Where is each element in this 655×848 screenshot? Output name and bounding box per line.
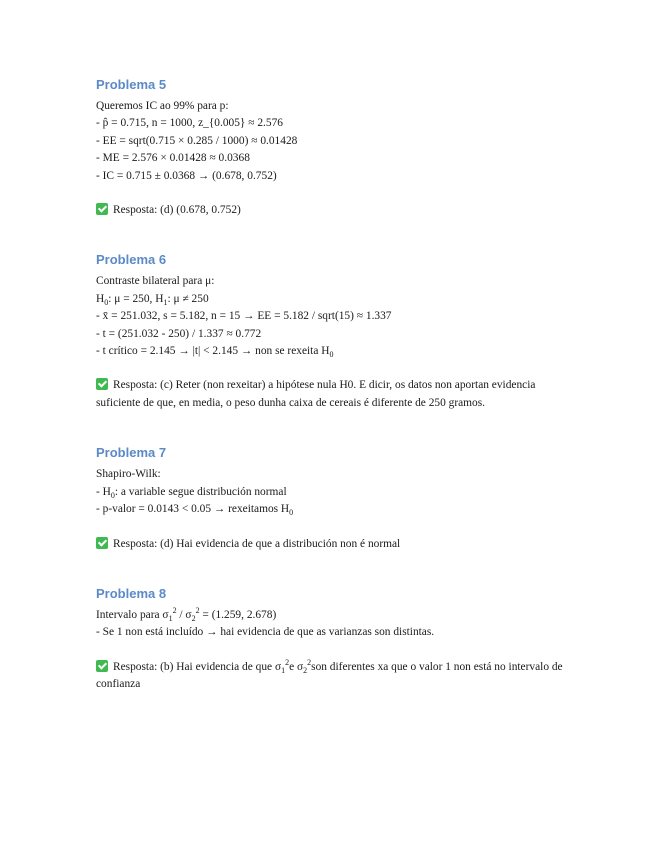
answer-line: [96, 377, 566, 412]
answer-line: Resposta: (b) Hai evidencia de que $\sigma_1^2e$ $\sigma_2^2son$ diferentes xa que o valor 1 non está no intervalo de confianza: [96, 657, 563, 691]
problem-line: - IC = 0.715 ± 0.0368 → (0.678, 0.752): [96, 169, 277, 182]
problem-6: [96, 251, 566, 412]
problem-line: Shapiro-Wilk:: [96, 468, 161, 481]
problem-line: - p-valor = 0.0143 < 0.05 → rexeitamos $H_0$: [96, 503, 294, 518]
problem-8: [96, 585, 566, 694]
problem-title: Problema 5: [96, 77, 167, 92]
problem-line: - Se 1 non está incluído → hai evidencia de que as varianzas son distintas.: [96, 626, 435, 639]
problem-line: Queremos IC ao 99% para p:: [96, 100, 229, 112]
problem-line: - EE = sqrt(0.715 × 0.285 / 1000) ≈ 0.01428: [96, 134, 298, 147]
document-page: [96, 76, 566, 694]
check-icon: [96, 537, 108, 549]
problem-title: Problema 7: [96, 445, 167, 461]
answer-line: [96, 202, 566, 219]
problem-line: Intervalo para $\sigma_1^2 / \sigma_2^2 = (1.259$, 2.678): [96, 605, 277, 623]
problem-line: - t crítico = 2.145 → |t| < 2.145 → non se rexeita $H_0$: [96, 345, 334, 360]
answer-text: Resposta: (d) Hai evidencia de que a distribución non é normal: [113, 537, 401, 550]
check-icon: [96, 660, 108, 672]
problem-7: [96, 444, 566, 553]
problem-line: - ME = 2.576 × 0.01428 ≈ 0.0368: [96, 152, 250, 165]
problem-line: - $H_0$: a variable segue distribución normal: [96, 485, 287, 500]
hypotheses-line: $H_0$: μ = 250, $H_1$: μ ≠ 250: [96, 292, 209, 307]
problem-title: Problema 8: [96, 585, 167, 601]
check-icon: [96, 378, 108, 390]
problem-line: Contraste bilateral para μ:: [96, 275, 215, 288]
problem-title: Problema 6: [96, 252, 167, 268]
answer-text: Resposta: (c) Reter (non rexeitar) a hipótese nula H0. E dicir, os datos non aportan evidencia suficiente de que, en media, o peso dunha caixa de cereais é diferente de 250 gramos.: [96, 379, 536, 409]
check-icon: [96, 203, 108, 215]
problem-line: - t = (251.032 - 250) / 1.337 ≈ 0.772: [96, 327, 262, 340]
problem-5: [96, 76, 566, 219]
answer-text: Resposta: (d) (0.678, 0.752): [113, 204, 241, 217]
problem-line: - p̂ = 0.715, n = 1000, z_{0.005} ≈ 2.576: [96, 117, 283, 130]
answer-line: [96, 536, 566, 553]
problem-line: - x̄ = 251.032, s = 5.182, n = 15 → EE = 5.182 / sqrt(15) ≈ 1.337: [96, 310, 392, 323]
